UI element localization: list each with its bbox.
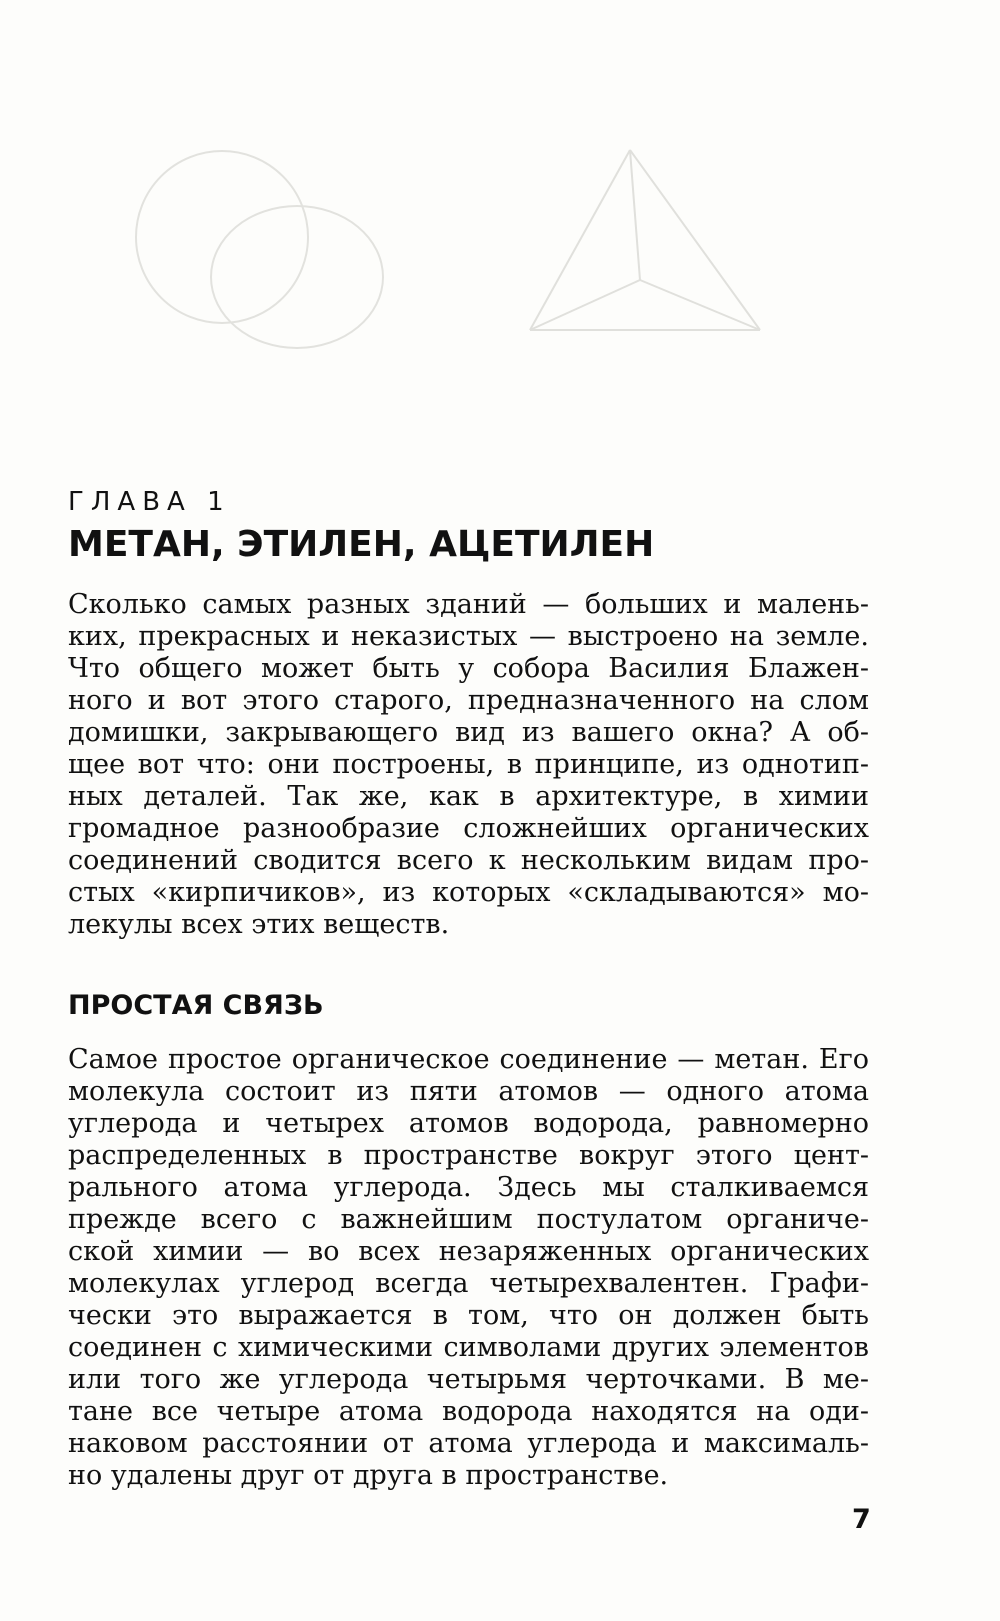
text-line: Сколько самых разных зданий — больших и малень- xyxy=(68,589,869,620)
text-line: щее вот что: они построены, в принципе, из однотип- xyxy=(68,749,869,780)
text-line: распределенных в пространстве вокруг этого цент- xyxy=(68,1140,869,1171)
text-line: тане все четыре атома водорода находятся на оди- xyxy=(68,1396,869,1427)
text-line: или того же углерода четырьмя черточками. В ме- xyxy=(68,1364,869,1395)
text-line: домишки, закрывающего вид из вашего окна? А об- xyxy=(68,717,869,748)
text-line: молекулах углерод всегда четырехвалентен. Графи- xyxy=(68,1268,869,1299)
text-line: стых «кирпичиков», из которых «складываются» мо- xyxy=(68,877,869,908)
text-line: чески это выражается в том, что он должен быть xyxy=(68,1300,869,1331)
text-line: ных деталей. Так же, как в архитектуре, в химии xyxy=(68,781,869,812)
text-line: Что общего может быть у собора Василия Блажен- xyxy=(68,653,869,684)
section-title: ПРОСТАЯ СВЯЗЬ xyxy=(68,990,324,1021)
text-line: рального атома углерода. Здесь мы сталкиваемся xyxy=(68,1172,869,1203)
text-line: углерода и четырех атомов водорода, равномерно xyxy=(68,1108,869,1139)
text-line: лекулы всех этих веществ. xyxy=(68,909,450,940)
text-line: соединен с химическими символами других элементов xyxy=(68,1332,869,1363)
text-line: соединений сводится всего к нескольким видам про- xyxy=(68,845,869,876)
text-line: но удалены друг от друга в пространстве. xyxy=(68,1460,669,1491)
text-line: Самое простое органическое соединение — метан. Его xyxy=(68,1044,869,1075)
show-through-circle xyxy=(210,205,384,349)
text-line: ской химии — во всех незаряженных органических xyxy=(68,1236,869,1267)
text-line: громадное разнообразие сложнейших органических xyxy=(68,813,869,844)
text-line: ких, прекрасных и неказистых — выстроено на земле. xyxy=(68,621,869,652)
section-paragraph xyxy=(68,1044,869,1492)
text-line: наковом расстоянии от атома углерода и максималь- xyxy=(68,1428,869,1459)
show-through-diagram xyxy=(500,130,800,360)
text-line: ного и вот этого старого, предназначенного на слом xyxy=(68,685,869,716)
chapter-label: ГЛАВА 1 xyxy=(68,487,231,517)
page-number: 7 xyxy=(852,1504,871,1535)
text-line: прежде всего с важнейшим постулатом органиче- xyxy=(68,1204,869,1235)
chapter-title: МЕТАН, ЭТИЛЕН, АЦЕТИЛЕН xyxy=(68,524,655,565)
intro-paragraph xyxy=(68,589,869,941)
text-line: молекула состоит из пяти атомов — одного атома xyxy=(68,1076,869,1107)
